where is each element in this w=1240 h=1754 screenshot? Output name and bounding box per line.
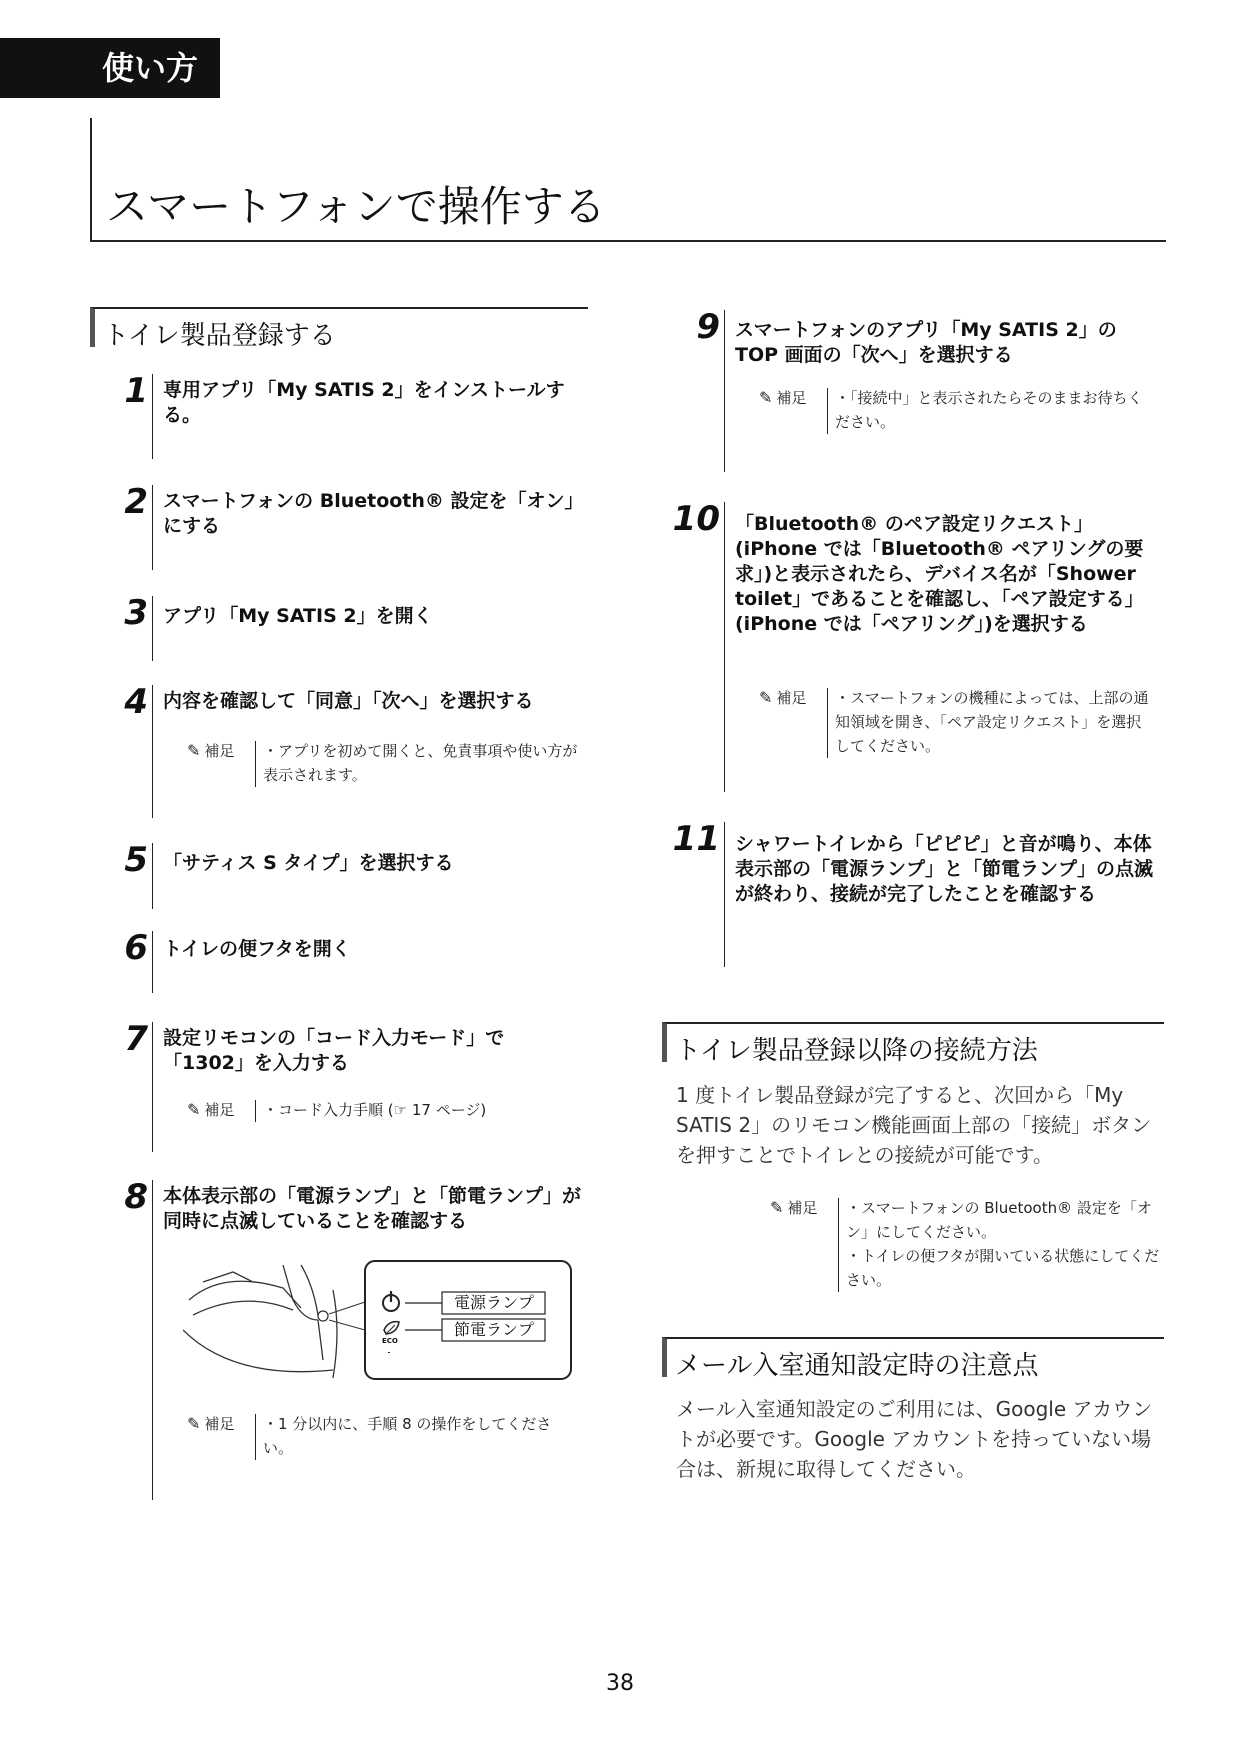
eco-lamp-label: 節電ランプ [453,1320,534,1339]
chapter-tab [0,38,220,98]
pencil-icon: ✎ [759,388,773,407]
supplement-note [187,1412,587,1472]
power-lamp-label: 電源ランプ [453,1293,534,1312]
step-8 [105,1177,585,1500]
step-1 [105,371,585,459]
step-divider [152,1022,153,1152]
step-10 [672,499,1167,792]
note-body [846,1196,1162,1292]
step-11 [672,819,1167,967]
note-item: ・「接続中」と表示されたらそのままお待ちください。 [835,389,1143,431]
step-divider [152,374,153,459]
note-item: ・1 分以内に、手順 8 の操作をしてください。 [263,1415,552,1457]
step-text: シャワートイレから「ピピピ」と音が鳴り、本体表示部の「電源ランプ」と「節電ランプ」の点滅が終わり、接続が完了したことを確認する [735,833,1154,905]
page-number: 38 [606,1671,634,1696]
step-divider [152,1180,153,1500]
step-text: 本体表示部の「電源ランプ」と「節電ランプ」が同時に点滅していることを確認する [163,1185,582,1232]
lamp-illustration [183,1260,573,1385]
supplement-note [770,1196,1170,1296]
title-frame [90,118,1166,242]
note-divider [255,1100,256,1122]
note-divider [255,1414,256,1460]
step-number: 8 [124,1177,148,1217]
step-text: トイレの便フタを開く [163,938,351,960]
section-title: メール入室通知設定時の注意点 [675,1351,1039,1381]
page-title: スマートフォンで操作する [106,182,606,231]
step-divider [724,822,725,967]
step-number: 7 [124,1019,148,1059]
pencil-icon: ✎ [187,741,201,760]
note-label-text: 補足 [204,1101,235,1119]
step-number: 4 [124,682,148,722]
step-text: スマートフォンのアプリ「My SATIS 2」の TOP 画面の「次へ」を選択する [735,319,1117,366]
pencil-icon: ✎ [770,1198,784,1217]
step-text: アプリ「My SATIS 2」を開く [163,605,433,627]
section-heading-registration [90,307,588,351]
step-text: 「Bluetooth® のペア設定リクエスト」(iPhone では「Bluetooth® ペアリングの要求」)と表示されたら、デバイス名が「Shower toilet」であることを確認し、「ペア設定する」(iPhone では「ペアリング」)を選択する [735,513,1144,635]
chapter-tab-label: 使い方 [102,49,199,87]
step-text: 専用アプリ「My SATIS 2」をインストールする。 [163,379,565,426]
step-divider [152,685,153,818]
step-3 [105,593,585,661]
note-divider [827,388,828,434]
step-number: 2 [124,482,148,522]
supplement-note [187,1098,587,1138]
step-6 [105,928,585,993]
note-item: ・トイレの便フタが開いている状態にしてください。 [846,1247,1160,1289]
step-number: 9 [696,307,720,347]
note-label [187,1412,234,1436]
note-body [263,1098,579,1122]
step-9 [677,307,1167,472]
supplement-note [759,686,1159,766]
note-label [187,739,234,763]
step-divider [724,310,725,472]
step-number: 3 [124,593,148,633]
step-number: 6 [124,928,148,968]
note-body [835,686,1151,758]
note-item: ・スマートフォンの機種によっては、上部の通知領域を開き、「ペア設定リクエスト」を選択してください。 [835,689,1149,755]
note-body [263,739,579,787]
step-divider [152,931,153,993]
note-label-text: 補足 [787,1199,818,1217]
note-body [263,1412,579,1460]
pencil-icon: ✎ [187,1414,201,1433]
note-label [759,686,806,710]
step-number: 1 [124,371,148,411]
section-title: トイレ製品登録以降の接続方法 [675,1036,1038,1066]
note-divider [838,1198,839,1292]
section-heading-mail-notice [662,1337,1164,1381]
step-number: 10 [672,499,720,539]
note-item: ・アプリを初めて開くと、免責事項や使い方が表示されます。 [263,742,578,784]
note-item: ・スマートフォンの Bluetooth® 設定を「オン」にしてください。 [846,1199,1152,1241]
section-body: 1 度トイレ製品登録が完了すると、次回から「My SATIS 2」のリモコン機能画面上部の「接続」ボタンを押すことでトイレとの接続が可能です。 [676,1083,1152,1167]
note-label-text: 補足 [776,689,807,707]
step-2 [105,482,585,570]
note-body [835,386,1151,434]
step-number: 11 [672,819,720,859]
note-divider [255,741,256,787]
section-heading-reconnect [662,1022,1164,1066]
step-text: 「サティス S タイプ」を選択する [163,852,454,874]
note-label [770,1196,817,1220]
step-text: 設定リモコンの「コード入力モード」で「1302」を入力する [163,1027,505,1074]
step-divider [724,502,725,792]
step-divider [152,843,153,909]
step-number: 5 [124,840,148,880]
note-divider [827,688,828,758]
note-label-text: 補足 [776,389,807,407]
step-4 [105,682,585,818]
step-text: 内容を確認して「同意」「次へ」を選択する [163,690,534,712]
note-item: ・コード入力手順 (☞ 17 ページ) [263,1101,487,1119]
note-label [759,386,806,410]
note-label [187,1098,234,1122]
supplement-note [759,386,1159,446]
section-body: メール入室通知設定のご利用には、Google アカウントが必要です。Google アカウントを持っていない場合は、新規に取得してください。 [676,1397,1153,1481]
pencil-icon: ✎ [187,1100,201,1119]
note-label-text: 補足 [204,742,235,760]
step-text: スマートフォンの Bluetooth® 設定を「オン」にする [163,490,575,537]
step-5 [105,840,585,909]
step-divider [152,485,153,570]
step-7 [105,1019,585,1152]
section-title: トイレ製品登録する [103,321,336,351]
pencil-icon: ✎ [759,688,773,707]
eco-mark-label: ECO [382,1337,398,1345]
step-divider [152,596,153,661]
note-label-text: 補足 [204,1415,235,1433]
supplement-note [187,739,587,799]
